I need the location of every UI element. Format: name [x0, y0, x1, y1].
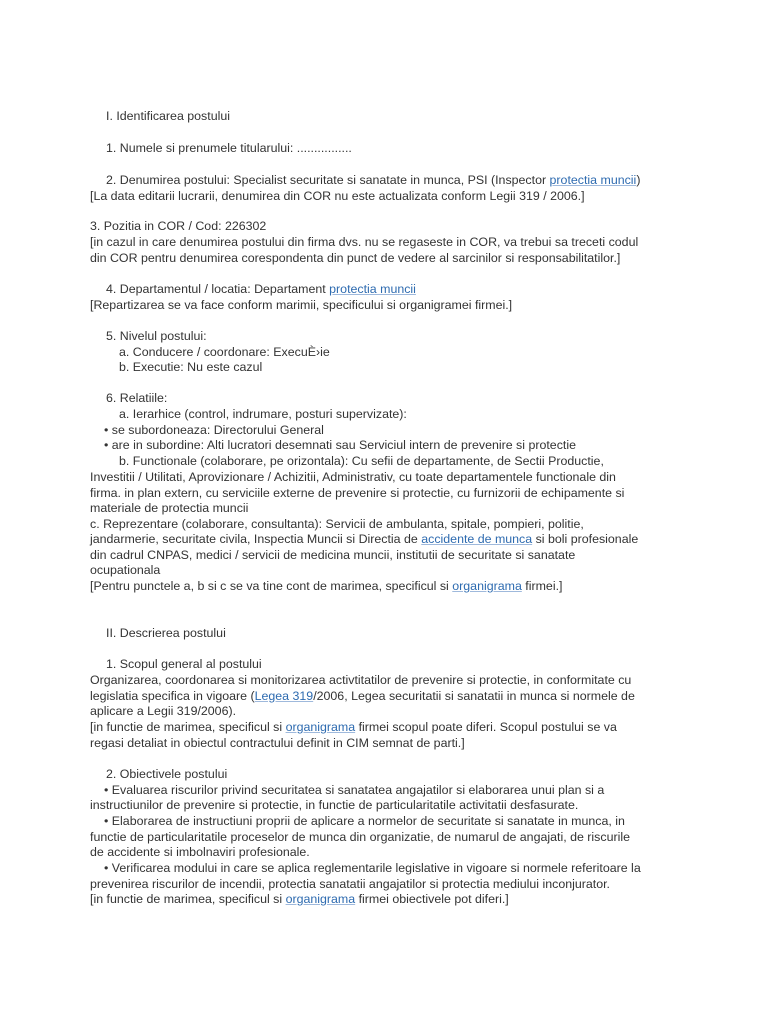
text-line — [90, 688, 635, 704]
text-line — [90, 531, 638, 547]
text-line: firma. in plan extern, cu serviciile externe de prevenire si protectie, cu furnizorii de echipamente si — [90, 486, 625, 500]
text-line: prevenirea riscurilor de incendii, protectia sanatatii angajatilor si protectia mediului inconjurator. — [90, 877, 610, 891]
link-protectia-muncii[interactable]: protectia muncii — [549, 173, 637, 187]
text-line: 1. Numele si prenumele titularului: ................ — [106, 141, 352, 155]
text-run: jandarmerie, securitate civila, Inspectia Muncii si Directia de — [90, 532, 422, 546]
text-line: [La data editarii lucrarii, denumirea din COR nu este actualizata conform Legii 319 / 2006.] — [90, 189, 585, 203]
section-heading-identificare: I. Identificarea postului — [106, 109, 230, 123]
bullet-item: • se subordoneaza: Directorului General — [104, 423, 324, 437]
bullet-item: • Evaluarea riscurilor privind securitatea si sanatatea angajatilor si elaborarea unui plan si a — [104, 783, 605, 797]
text-line — [106, 172, 640, 188]
text-line: aplicare a Legii 319/2006). — [90, 704, 237, 718]
text-line: functie de particularitatile proceselor de munca din organizatie, de numarul de angajati, de riscurile — [90, 830, 630, 844]
link-accidente-de-munca[interactable]: accidente de munca — [421, 532, 533, 546]
text-line — [90, 578, 562, 594]
text-run: 4. Departamentul / locatia: Departament — [106, 282, 330, 296]
text-run: si boli profesionale — [532, 532, 639, 546]
text-run: ) — [636, 173, 641, 187]
link-legea-319[interactable]: Legea 319 — [254, 689, 314, 703]
text-run: legislatia specifica in vigoare ( — [90, 689, 255, 703]
text-line: Organizarea, coordonarea si monitorizarea activtitatilor de prevenire si protectie, in conformitate cu — [90, 673, 632, 687]
section-heading-descriere: II. Descrierea postului — [106, 626, 226, 640]
text-run: firmei scopul poate diferi. Scopul postului se va — [355, 720, 617, 734]
text-run: /2006, Legea securitatii si sanatatii in munca si normele de — [313, 689, 635, 703]
link-organigrama[interactable]: organigrama — [285, 720, 356, 734]
text-line: din cadrul CNPAS, medici / servicii de medicina muncii, institutii de securitate si sanatate — [90, 548, 576, 562]
link-organigrama[interactable]: organigrama — [285, 892, 356, 906]
text-run: firmei.] — [521, 579, 563, 593]
text-line: regasi detaliat in obiectul contractului definit in CIM semnat de parti.] — [90, 736, 465, 750]
text-line — [90, 719, 617, 735]
text-line: [Repartizarea se va face conform marimii, specificului si organigramei firmei.] — [90, 298, 513, 312]
text-run: [Pentru punctele a, b si c se va tine cont de marimea, specificul si — [90, 579, 453, 593]
text-line: ocupationala — [90, 563, 161, 577]
text-line: 2. Obiectivele postului — [106, 767, 228, 781]
text-run: [in functie de marimea, specificul si — [90, 892, 286, 906]
text-line — [90, 891, 509, 907]
text-line: 6. Relatiile: — [106, 391, 168, 405]
text-line: de accidente si imbolnaviri profesionale. — [90, 845, 310, 859]
text-line: 3. Pozitia in COR / Cod: 226302 — [90, 219, 267, 233]
text-line: 5. Nivelul postului: — [106, 329, 207, 343]
text-line: a. Conducere / coordonare: ExecuÈ›ie — [119, 345, 330, 359]
bullet-item: • Elaborarea de instructiuni proprii de aplicare a normelor de securitate si sanatate in munca, in — [104, 814, 625, 828]
text-line: c. Reprezentare (colaborare, consultanta): Servicii de ambulanta, spitale, pompieri, politie, — [90, 517, 584, 531]
link-protectia-muncii[interactable]: protectia muncii — [329, 282, 416, 296]
bullet-item: • Verificarea modului in care se aplica reglementarile legislative in vigoare si normele referitoare la — [104, 861, 641, 875]
text-line — [106, 281, 416, 297]
text-run: [in functie de marimea, specificul si — [90, 720, 286, 734]
text-line: Investitii / Utilitati, Aprovizionare / Achizitii, Administrativ, cu toate departamentele functionale din — [90, 470, 616, 484]
text-line: b. Executie: Nu este cazul — [119, 360, 263, 374]
text-line: din COR pentru denumirea corespondenta din punct de vedere al sarcinilor si responsabilitatilor.] — [90, 251, 621, 265]
text-line: instructiunilor de prevenire si protectie, in functie de particularitatile activitatii desfasurate. — [90, 798, 579, 812]
text-line: materiale de protectia muncii — [90, 501, 249, 515]
text-line: [in cazul in care denumirea postului din firma dvs. nu se regaseste in COR, va trebui sa treceti codul — [90, 235, 639, 249]
text-run: 2. Denumirea postului: Specialist securitate si sanatate in munca, PSI (Inspector — [106, 173, 550, 187]
text-line: 1. Scopul general al postului — [106, 657, 262, 671]
link-organigrama[interactable]: organigrama — [452, 579, 522, 593]
text-line: a. Ierarhice (control, indrumare, posturi supervizate): — [119, 407, 407, 421]
bullet-item: • are in subordine: Alti lucratori desemnati sau Serviciul intern de prevenire si protectie — [104, 438, 576, 452]
text-run: firmei obiectivele pot diferi.] — [355, 892, 509, 906]
text-line: b. Functionale (colaborare, pe orizontala): Cu sefii de departamente, de Sectii Productie, — [119, 454, 604, 468]
